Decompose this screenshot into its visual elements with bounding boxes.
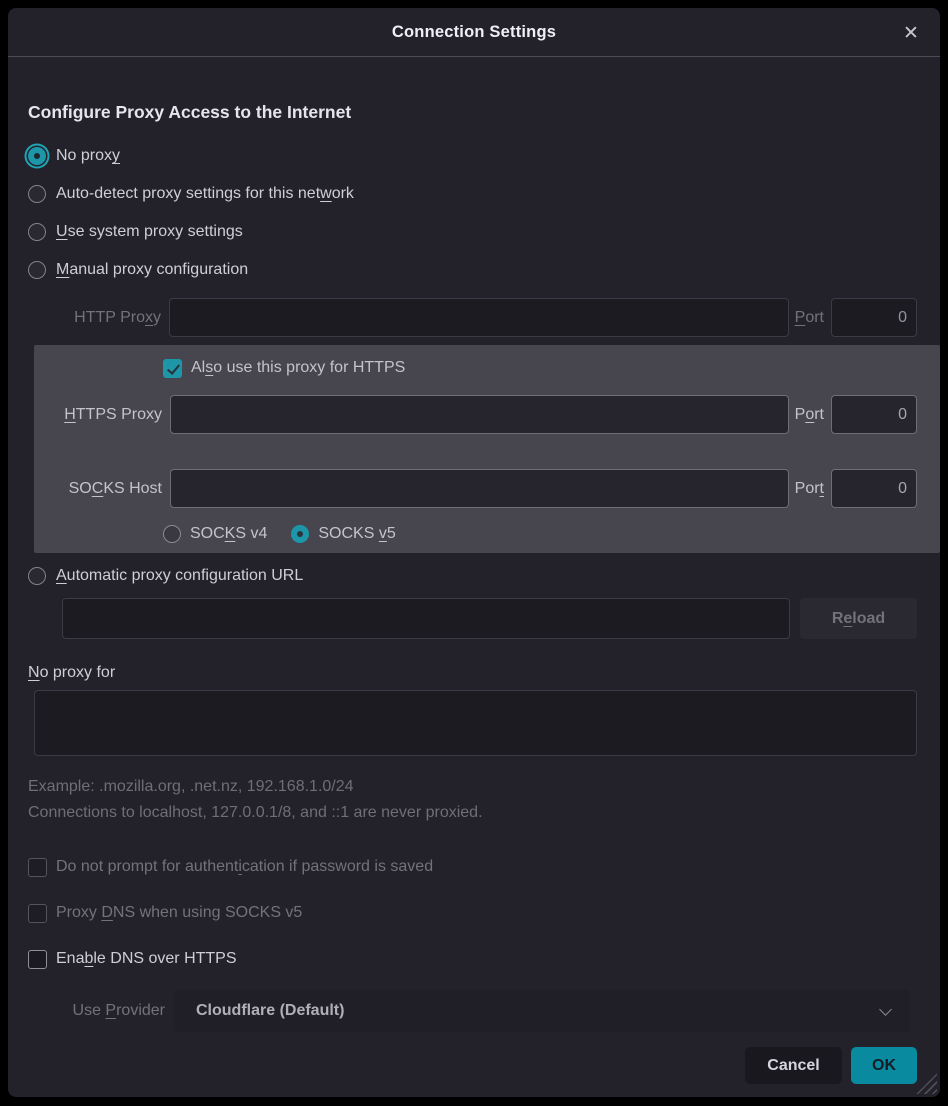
radio-label-manual-proxy: Manual proxy configuration	[56, 261, 249, 278]
radio-auto-url[interactable]	[28, 567, 46, 585]
enable-doh-row[interactable]	[28, 948, 917, 970]
enable-doh-checkbox[interactable]	[28, 950, 47, 969]
http-port-input[interactable]	[831, 298, 917, 337]
radio-option-no-proxy[interactable]	[28, 137, 917, 175]
doh-provider-row	[28, 990, 917, 1032]
no-auth-prompt-checkbox[interactable]	[28, 858, 47, 877]
radio-option-socks-v5[interactable]	[291, 523, 395, 545]
radio-label-socks-v4: SOCKS v4	[190, 525, 268, 542]
http-proxy-row	[28, 297, 917, 338]
socks-host-input[interactable]	[170, 469, 789, 508]
also-https-checkbox-row[interactable]	[34, 357, 917, 379]
http-proxy-label: HTTP Proxy	[74, 308, 161, 326]
proxy-dns-socks5-label: Proxy DNS when using SOCKS v5	[56, 904, 303, 921]
radio-auto-detect[interactable]	[28, 185, 46, 203]
http-port-label: Port	[794, 308, 824, 326]
radio-system-proxy[interactable]	[28, 223, 46, 241]
dialog-footer	[28, 1047, 917, 1084]
options-checkbox-group	[28, 856, 917, 970]
dialog-titlebar	[8, 8, 940, 57]
https-proxy-row	[34, 394, 917, 435]
radio-option-auto-url[interactable]	[28, 561, 917, 591]
socks-port-input[interactable]	[831, 469, 917, 508]
radio-label-auto-detect: Auto-detect proxy settings for this network	[56, 185, 354, 202]
https-proxy-input[interactable]	[170, 395, 789, 434]
https-port-input[interactable]	[831, 395, 917, 434]
also-https-label: Also use this proxy for HTTPS	[191, 359, 406, 376]
use-provider-label: Use Provider	[72, 1002, 165, 1019]
radio-label-no-proxy: No proxy	[56, 147, 121, 164]
connection-settings-dialog	[8, 8, 940, 1097]
no-proxy-for-label: No proxy for	[28, 664, 116, 681]
socks-port-label: Port	[794, 479, 824, 497]
ok-button[interactable]: OK	[851, 1047, 917, 1084]
socks-host-row	[34, 468, 917, 509]
no-proxy-note-text: Connections to localhost, 127.0.0.1/8, and ::1 are never proxied.	[28, 804, 483, 821]
also-https-checkbox[interactable]	[163, 359, 182, 378]
reload-button[interactable]: Reload	[800, 598, 917, 639]
proxy-mode-radio-group	[28, 137, 917, 289]
socks-version-radio-group	[34, 523, 917, 545]
radio-option-manual-proxy[interactable]	[28, 251, 917, 289]
radio-label-socks-v5: SOCKS v5	[318, 525, 396, 542]
no-auth-prompt-row[interactable]	[28, 856, 917, 878]
proxy-dns-socks5-checkbox[interactable]	[28, 904, 47, 923]
enable-doh-label: Enable DNS over HTTPS	[56, 950, 237, 967]
socks-host-label: SOCKS Host	[68, 479, 162, 497]
dialog-title: Connection Settings	[391, 22, 557, 41]
no-proxy-example-text: Example: .mozilla.org, .net.nz, 192.168.1.0/24	[28, 778, 354, 795]
dialog-content	[8, 99, 940, 1084]
https-proxy-label: HTTPS Proxy	[64, 405, 162, 423]
radio-option-socks-v4[interactable]	[163, 523, 267, 545]
radio-manual-proxy[interactable]	[28, 261, 46, 279]
page-title: Configure Proxy Access to the Internet	[28, 102, 352, 122]
auto-url-input[interactable]	[62, 598, 790, 639]
auto-url-row	[28, 598, 917, 639]
radio-label-system-proxy: Use system proxy settings	[56, 223, 243, 240]
cancel-button[interactable]: Cancel	[745, 1047, 842, 1084]
radio-label-auto-url: Automatic proxy configuration URL	[56, 567, 304, 584]
chevron-down-icon	[879, 1003, 892, 1016]
highlighted-proxy-section	[34, 345, 940, 553]
radio-no-proxy[interactable]	[28, 147, 46, 165]
no-proxy-for-textarea[interactable]	[34, 690, 917, 756]
doh-provider-value: Cloudflare (Default)	[196, 1002, 345, 1019]
radio-option-system-proxy[interactable]	[28, 213, 917, 251]
http-proxy-input[interactable]	[169, 298, 789, 337]
radio-socks-v5[interactable]	[291, 525, 309, 543]
proxy-dns-socks5-row[interactable]	[28, 902, 917, 924]
doh-provider-dropdown[interactable]	[174, 990, 910, 1032]
https-port-label: Port	[794, 405, 824, 423]
close-icon[interactable]: ✕	[903, 22, 919, 44]
radio-option-auto-detect[interactable]	[28, 175, 917, 213]
no-auth-prompt-label: Do not prompt for authentication if password is saved	[56, 858, 434, 875]
radio-socks-v4[interactable]	[163, 525, 181, 543]
